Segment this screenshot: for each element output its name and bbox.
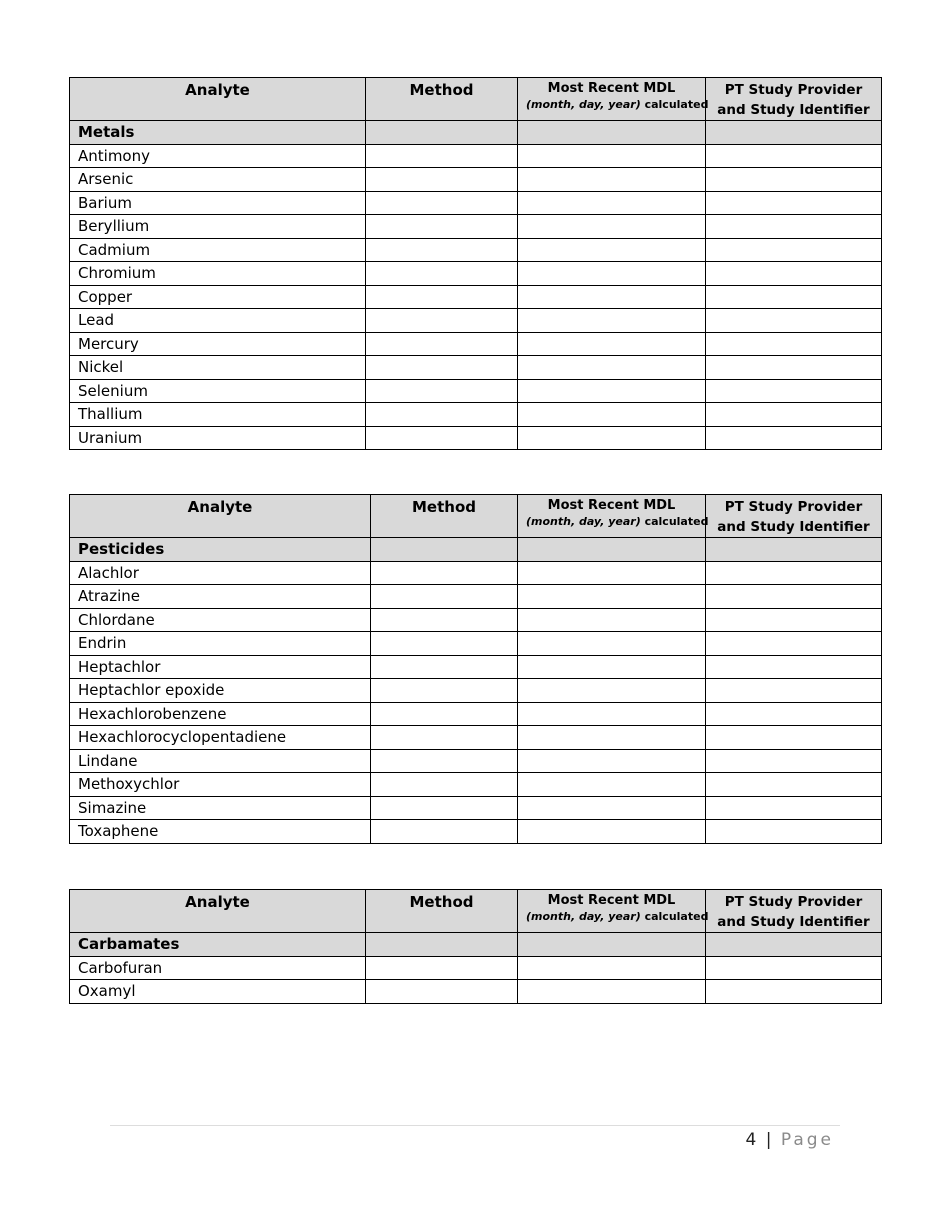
method-cell[interactable] [366, 238, 518, 262]
analyte-row [70, 796, 882, 820]
method-cell[interactable] [366, 956, 518, 980]
method-cell[interactable] [366, 168, 518, 192]
header-mdl-title: Most Recent MDL [547, 81, 676, 96]
mdl-date-cell[interactable] [518, 215, 706, 239]
header-mdl-subtitle [526, 514, 709, 530]
header-mdl-date-format: (month, day, year) [526, 910, 641, 923]
method-cell[interactable] [371, 655, 518, 679]
pt-study-cell[interactable] [706, 749, 882, 773]
mdl-date-cell[interactable] [518, 702, 706, 726]
method-cell[interactable] [371, 820, 518, 844]
mdl-date-cell[interactable] [518, 655, 706, 679]
method-cell[interactable] [371, 608, 518, 632]
header-row [70, 495, 882, 538]
footer-rule [110, 1125, 840, 1126]
analyte-row [70, 215, 882, 239]
header-analyte: Analyte [70, 495, 371, 538]
analyte-row [70, 403, 882, 427]
analyte-row [70, 262, 882, 286]
analyte-name: Atrazine [70, 585, 371, 609]
pt-study-cell[interactable] [706, 309, 882, 333]
analyte-row [70, 356, 882, 380]
analyte-name: Alachlor [70, 561, 371, 585]
analyte-row [70, 655, 882, 679]
analyte-name: Toxaphene [70, 820, 371, 844]
header-mdl-calculated: calculated [640, 515, 709, 528]
analyte-name: Simazine [70, 796, 371, 820]
method-cell[interactable] [366, 426, 518, 450]
header-mdl [518, 495, 709, 538]
method-cell[interactable] [366, 379, 518, 403]
method-cell[interactable] [366, 980, 518, 1004]
pt-study-cell[interactable] [706, 262, 882, 286]
analyte-row [70, 585, 882, 609]
analyte-row [70, 191, 882, 215]
pt-study-cell[interactable] [706, 956, 882, 980]
header-mdl [518, 78, 709, 121]
header-mdl-date-format: (month, day, year) [526, 98, 641, 111]
method-cell[interactable] [371, 679, 518, 703]
method-cell[interactable] [366, 285, 518, 309]
pt-study-cell[interactable] [706, 238, 882, 262]
analyte-row [70, 561, 882, 585]
pt-study-cell[interactable] [706, 561, 882, 585]
group-empty-cell [518, 121, 706, 145]
group-row [70, 121, 882, 145]
group-empty-cell [518, 933, 706, 957]
header-method: Method [371, 495, 518, 538]
pt-study-cell[interactable] [706, 632, 882, 656]
analyte-row [70, 773, 882, 797]
header-analyte: Analyte [70, 890, 366, 933]
header-pt-line2: and Study Identifier [717, 519, 870, 535]
group-label: Metals [70, 121, 366, 145]
analyte-name: Heptachlor [70, 655, 371, 679]
analyte-row [70, 285, 882, 309]
pt-study-cell[interactable] [706, 608, 882, 632]
mdl-date-cell[interactable] [518, 168, 706, 192]
analyte-name: Uranium [70, 426, 366, 450]
header-mdl-date-format: (month, day, year) [526, 515, 641, 528]
pt-study-cell[interactable] [706, 980, 882, 1004]
analyte-name: Lindane [70, 749, 371, 773]
pt-study-cell[interactable] [706, 356, 882, 380]
analyte-name: Thallium [70, 403, 366, 427]
analyte-row [70, 608, 882, 632]
mdl-date-cell[interactable] [518, 356, 706, 380]
mdl-date-cell[interactable] [518, 585, 706, 609]
header-pt-line1: PT Study Provider [724, 894, 863, 910]
header-mdl-calculated: calculated [640, 910, 709, 923]
header-analyte: Analyte [70, 78, 366, 121]
mdl-date-cell[interactable] [518, 796, 706, 820]
footer-separator: | [765, 1130, 772, 1150]
mdl-date-cell[interactable] [518, 679, 706, 703]
analyte-name: Carbofuran [70, 956, 366, 980]
group-label: Carbamates [70, 933, 366, 957]
mdl-date-cell[interactable] [518, 773, 706, 797]
method-cell[interactable] [371, 632, 518, 656]
method-cell[interactable] [366, 191, 518, 215]
mdl-date-cell[interactable] [518, 379, 706, 403]
header-row [70, 78, 882, 121]
mdl-date-cell[interactable] [518, 726, 706, 750]
mdl-date-cell[interactable] [518, 956, 706, 980]
pt-study-cell[interactable] [706, 403, 882, 427]
group-empty-cell [706, 933, 882, 957]
analyte-row [70, 238, 882, 262]
mdl-date-cell[interactable] [518, 426, 706, 450]
analyte-row [70, 309, 882, 333]
method-cell[interactable] [371, 726, 518, 750]
method-cell[interactable] [366, 144, 518, 168]
analyte-name: Barium [70, 191, 366, 215]
pt-study-cell[interactable] [706, 144, 882, 168]
analyte-name: Heptachlor epoxide [70, 679, 371, 703]
analyte-name: Hexachlorocyclopentadiene [70, 726, 371, 750]
pt-study-cell[interactable] [706, 332, 882, 356]
group-label: Pesticides [70, 538, 371, 562]
header-method: Method [366, 78, 518, 121]
analyte-row [70, 144, 882, 168]
group-empty-cell [366, 933, 518, 957]
analyte-row [70, 426, 882, 450]
header-mdl-subtitle [526, 909, 709, 925]
analyte-row [70, 168, 882, 192]
analyte-row [70, 702, 882, 726]
analyte-name: Antimony [70, 144, 366, 168]
header-pt-study [706, 495, 882, 538]
header-pt-line1: PT Study Provider [724, 82, 863, 98]
analyte-name: Hexachlorobenzene [70, 702, 371, 726]
pt-study-cell[interactable] [706, 655, 882, 679]
analyte-name: Oxamyl [70, 980, 366, 1004]
mdl-date-cell[interactable] [518, 749, 706, 773]
analyte-row [70, 726, 882, 750]
method-cell[interactable] [371, 702, 518, 726]
mdl-date-cell[interactable] [518, 238, 706, 262]
pt-study-cell[interactable] [706, 820, 882, 844]
analyte-row [70, 379, 882, 403]
metals-table [69, 77, 882, 450]
header-mdl [518, 890, 709, 933]
pt-study-cell[interactable] [706, 796, 882, 820]
group-row [70, 933, 882, 957]
method-cell[interactable] [366, 332, 518, 356]
group-empty-cell [518, 538, 706, 562]
mdl-date-cell[interactable] [518, 820, 706, 844]
method-cell[interactable] [371, 773, 518, 797]
method-cell[interactable] [366, 262, 518, 286]
mdl-date-cell[interactable] [518, 262, 706, 286]
header-row [70, 890, 882, 933]
analyte-name: Lead [70, 309, 366, 333]
pt-study-cell[interactable] [706, 585, 882, 609]
header-mdl-title: Most Recent MDL [547, 893, 676, 908]
method-cell[interactable] [371, 561, 518, 585]
header-method: Method [366, 890, 518, 933]
analyte-name: Beryllium [70, 215, 366, 239]
pt-study-cell[interactable] [706, 168, 882, 192]
method-cell[interactable] [366, 309, 518, 333]
analyte-row [70, 632, 882, 656]
analyte-name: Arsenic [70, 168, 366, 192]
analyte-name: Copper [70, 285, 366, 309]
method-cell[interactable] [371, 585, 518, 609]
header-pt-study [706, 890, 882, 933]
analyte-row [70, 956, 882, 980]
mdl-date-cell[interactable] [518, 309, 706, 333]
analyte-name: Selenium [70, 379, 366, 403]
analyte-name: Methoxychlor [70, 773, 371, 797]
header-mdl-title: Most Recent MDL [547, 498, 676, 513]
pt-study-cell[interactable] [706, 679, 882, 703]
pt-study-cell[interactable] [706, 726, 882, 750]
mdl-date-cell[interactable] [518, 561, 706, 585]
pt-study-cell[interactable] [706, 426, 882, 450]
analyte-name: Endrin [70, 632, 371, 656]
mdl-date-cell[interactable] [518, 144, 706, 168]
analyte-name: Cadmium [70, 238, 366, 262]
mdl-date-cell[interactable] [518, 403, 706, 427]
page-number: 4 [745, 1130, 757, 1150]
pesticides-table [69, 494, 882, 844]
group-empty-cell [371, 538, 518, 562]
mdl-date-cell[interactable] [518, 608, 706, 632]
header-pt-line1: PT Study Provider [724, 499, 863, 515]
analyte-row [70, 820, 882, 844]
method-cell[interactable] [366, 356, 518, 380]
pt-study-cell[interactable] [706, 215, 882, 239]
header-pt-line2: and Study Identifier [717, 102, 870, 118]
mdl-date-cell[interactable] [518, 980, 706, 1004]
mdl-date-cell[interactable] [518, 191, 706, 215]
group-empty-cell [366, 121, 518, 145]
method-cell[interactable] [371, 749, 518, 773]
analyte-name: Chromium [70, 262, 366, 286]
pt-study-cell[interactable] [706, 379, 882, 403]
pt-study-cell[interactable] [706, 773, 882, 797]
pt-study-cell[interactable] [706, 702, 882, 726]
analyte-row [70, 980, 882, 1004]
analyte-name: Nickel [70, 356, 366, 380]
analyte-name: Chlordane [70, 608, 371, 632]
method-cell[interactable] [366, 215, 518, 239]
group-empty-cell [706, 121, 882, 145]
mdl-date-cell[interactable] [518, 332, 706, 356]
page-footer [745, 1130, 834, 1150]
group-row [70, 538, 882, 562]
analyte-row [70, 332, 882, 356]
pt-study-cell[interactable] [706, 285, 882, 309]
pt-study-cell[interactable] [706, 191, 882, 215]
analyte-row [70, 679, 882, 703]
header-mdl-subtitle [526, 97, 709, 113]
analyte-name: Mercury [70, 332, 366, 356]
mdl-date-cell[interactable] [518, 632, 706, 656]
header-mdl-calculated: calculated [640, 98, 709, 111]
analyte-row [70, 749, 882, 773]
carbamates-table [69, 889, 882, 1004]
page-word: Page [780, 1130, 834, 1150]
method-cell[interactable] [366, 403, 518, 427]
group-empty-cell [706, 538, 882, 562]
mdl-date-cell[interactable] [518, 285, 706, 309]
header-pt-study [706, 78, 882, 121]
method-cell[interactable] [371, 796, 518, 820]
header-pt-line2: and Study Identifier [717, 914, 870, 930]
